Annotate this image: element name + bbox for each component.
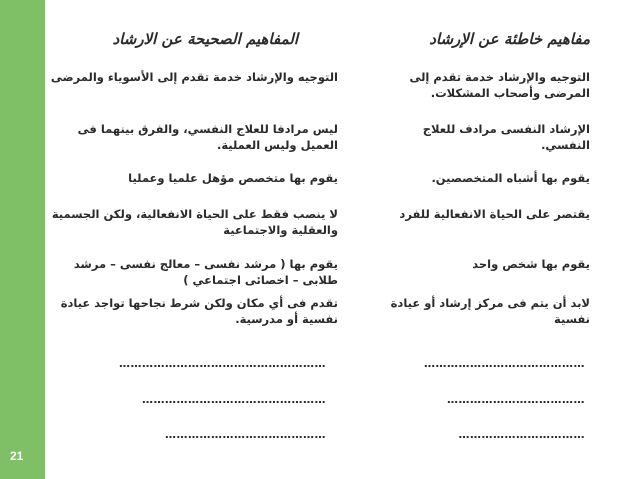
sidebar-band [0,0,45,479]
slide-number: 21 [10,449,24,463]
dotted-placeholder-line: ………………………………………… [142,393,326,406]
correct-concept-item: يقوم بها ( مرشد نفسى – معالج نفسى – مرشد طلابى – اخصائى اجتماعي ) [73,257,338,287]
misconceptions-heading: مفاهيم خاطئة عن الإرشاد [429,30,590,48]
dotted-placeholder-line: …………………………………… [424,357,585,370]
dotted-placeholder-line: …………………………………… [165,428,326,441]
dotted-placeholder-line: …………………………… [458,428,585,441]
misconception-item: التوجيه والإرشاد خدمة تقدم إلى المرضى وأصحاب المشكلات. [409,70,590,100]
correct-concept-item: لا ينصب فقط على الحياة الانفعالية، ولكن الجسمية والعقلية والاجتماعية [51,207,338,237]
misconception-item: يقتصر على الحياة الانفعالية للفرد [399,207,590,221]
correct-concept-item: التوجيه والإرشاد خدمة تقدم إلى الأسوياء والمرضى [50,70,338,84]
misconception-item: لابد أن يتم فى مركز إرشاد أو عيادة نفسية [390,296,590,326]
correct-concepts-heading: المفاهيم الصحيحة عن الارشاد [112,30,298,48]
dotted-placeholder-line: ……………………………………………… [119,357,326,370]
correct-concept-item: تقدم فى أي مكان ولكن شرط نجاحها تواجد عيادة نفسية أو مدرسية. [60,296,338,326]
misconception-item: يقوم بها أشباه المتخصصين. [431,171,590,185]
misconception-item: يقوم بها شخص واحد [472,257,590,271]
correct-concept-item: ليس مرادفا للعلاج النفسي، والفرق بينهما فى العميل وليس العملية. [77,122,338,152]
dotted-placeholder-line: ……………………………… [447,393,585,406]
correct-concept-item: يقوم بها متخصص مؤهل علميا وعمليا [128,171,338,185]
misconception-item: الإرشاد النفسى مرادف للعلاج النفسي. [422,122,590,152]
